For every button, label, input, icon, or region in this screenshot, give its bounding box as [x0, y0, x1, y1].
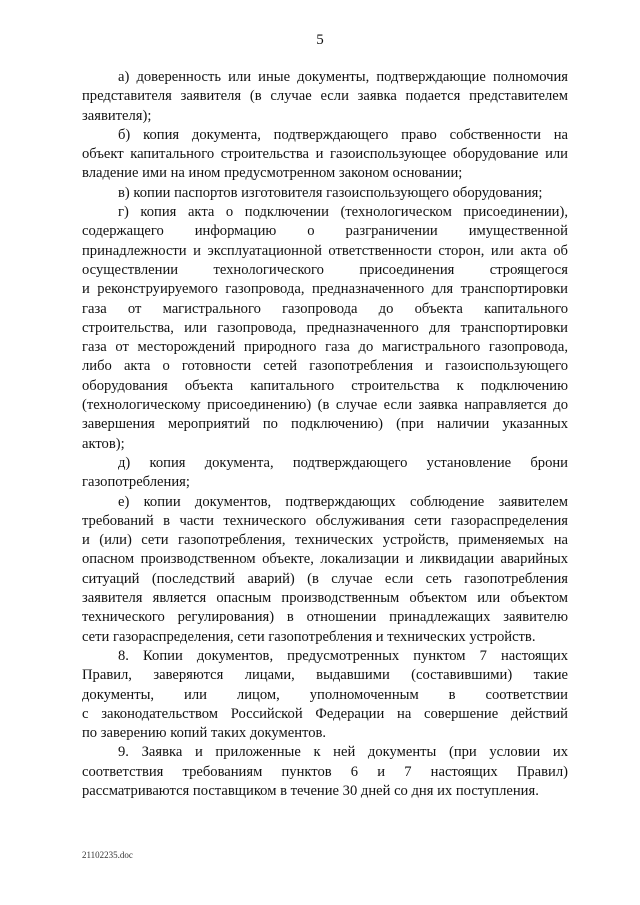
paragraph-line: опасном производственном объекте, локализации и ликвидации аварийных [82, 551, 568, 568]
paragraph-line: сети газораспределения, сети газопотребления и технических устройств. [82, 628, 536, 645]
paragraph-b [82, 126, 568, 184]
paragraph-line: газопотребления; [82, 474, 190, 491]
paragraph-line: 8. Копии документов, предусмотренных пунктом 7 настоящих [118, 647, 568, 664]
paragraph-line: принадлежности и эксплуатационной ответственности сторон, или акта об [82, 242, 568, 259]
paragraph-v [82, 184, 568, 203]
paragraph-p8 [82, 647, 568, 743]
paragraph-line: и (или) сети газопотребления, технических устройств, применяемых на [82, 532, 568, 549]
paragraph-line: с законодательством Российской Федерации на совершение действий [82, 705, 568, 722]
paragraph-g [82, 203, 568, 454]
paragraph-line: и реконструируемого газопровода, предназначенного для транспортировки [82, 281, 568, 298]
paragraph-line: содержащего информацию о разграничении имущественной [82, 223, 568, 240]
paragraph-line: д) копия документа, подтверждающего установление брони [118, 454, 568, 471]
paragraph-line: документы, или лицом, уполномоченным в соответствии [82, 686, 568, 703]
paragraph-line: осуществлении технологического присоединения строящегося [82, 261, 568, 278]
paragraph-line: ситуаций (последствий аварий) (в случае если сеть газопотребления [82, 570, 568, 587]
paragraph-line: заявителя является опасным производственным объектом или объектом [82, 590, 568, 607]
paragraph-line: 9. Заявка и приложенные к ней документы (при условии их [118, 744, 568, 761]
paragraph-line: а) доверенность или иные документы, подтверждающие полномочия [118, 69, 568, 85]
paragraph-line: заявителя); [82, 107, 152, 124]
page-number: 5 [316, 32, 324, 48]
paragraph-line: технического регулирования) в отношении принадлежащих заявителю [82, 609, 568, 626]
paragraph-line: строительства, или газопровода, предназначенного для транспортировки [82, 319, 568, 336]
paragraph-a [82, 68, 568, 126]
paragraph-line: соответствия требованиям пунктов 6 и 7 настоящих Правил) [82, 763, 568, 780]
paragraph-line: либо акта о готовности сетей газопотребления и газоиспользующего [82, 358, 568, 375]
paragraph-line: е) копии документов, подтверждающих соблюдение заявителем [118, 493, 568, 510]
paragraph-line: Правил, заверяются лицами, выдавшими (составившими) такие [82, 667, 568, 684]
paragraph-line: владение ими на ином предусмотренном законом основании; [82, 165, 463, 182]
paragraph-line: г) копия акта о подключении (технологическом присоединении), [118, 204, 568, 221]
paragraph-line: рассматриваются поставщиком в течение 30 дней со дня их поступления. [82, 782, 539, 799]
footer-file-name: 21102235.doc [82, 850, 133, 860]
paragraph-d [82, 454, 568, 493]
paragraph-line: газа от магистрального газопровода до объекта капитального [82, 300, 568, 317]
paragraph-e [82, 493, 568, 647]
paragraph-line: (технологическому присоединению) (в случае если заявка направляется до [82, 397, 568, 414]
paragraph-line: б) копия документа, подтверждающего право собственности на [118, 126, 568, 143]
document-body [82, 68, 568, 801]
paragraph-line: объект капитального строительства и газоиспользующее оборудование или [82, 146, 568, 163]
paragraph-line: по заверению копий таких документов. [82, 725, 327, 742]
paragraph-line: газа от месторождений природного газа до магистрального газопровода, [82, 339, 568, 356]
paragraph-line: завершения мероприятий по подключению) (при наличии указанных [82, 416, 568, 433]
paragraph-line: актов); [82, 435, 125, 452]
paragraph-p9 [82, 743, 568, 801]
paragraph-line: в) копии паспортов изготовителя газоиспользующего оборудования; [118, 184, 543, 201]
paragraph-line: оборудования объекта капитального строительства к подключению [82, 377, 568, 394]
paragraph-line: требований в части технического обслуживания сети газораспределения [82, 512, 568, 529]
paragraph-line: представителя заявителя (в случае если заявка подается представителем [82, 88, 568, 105]
